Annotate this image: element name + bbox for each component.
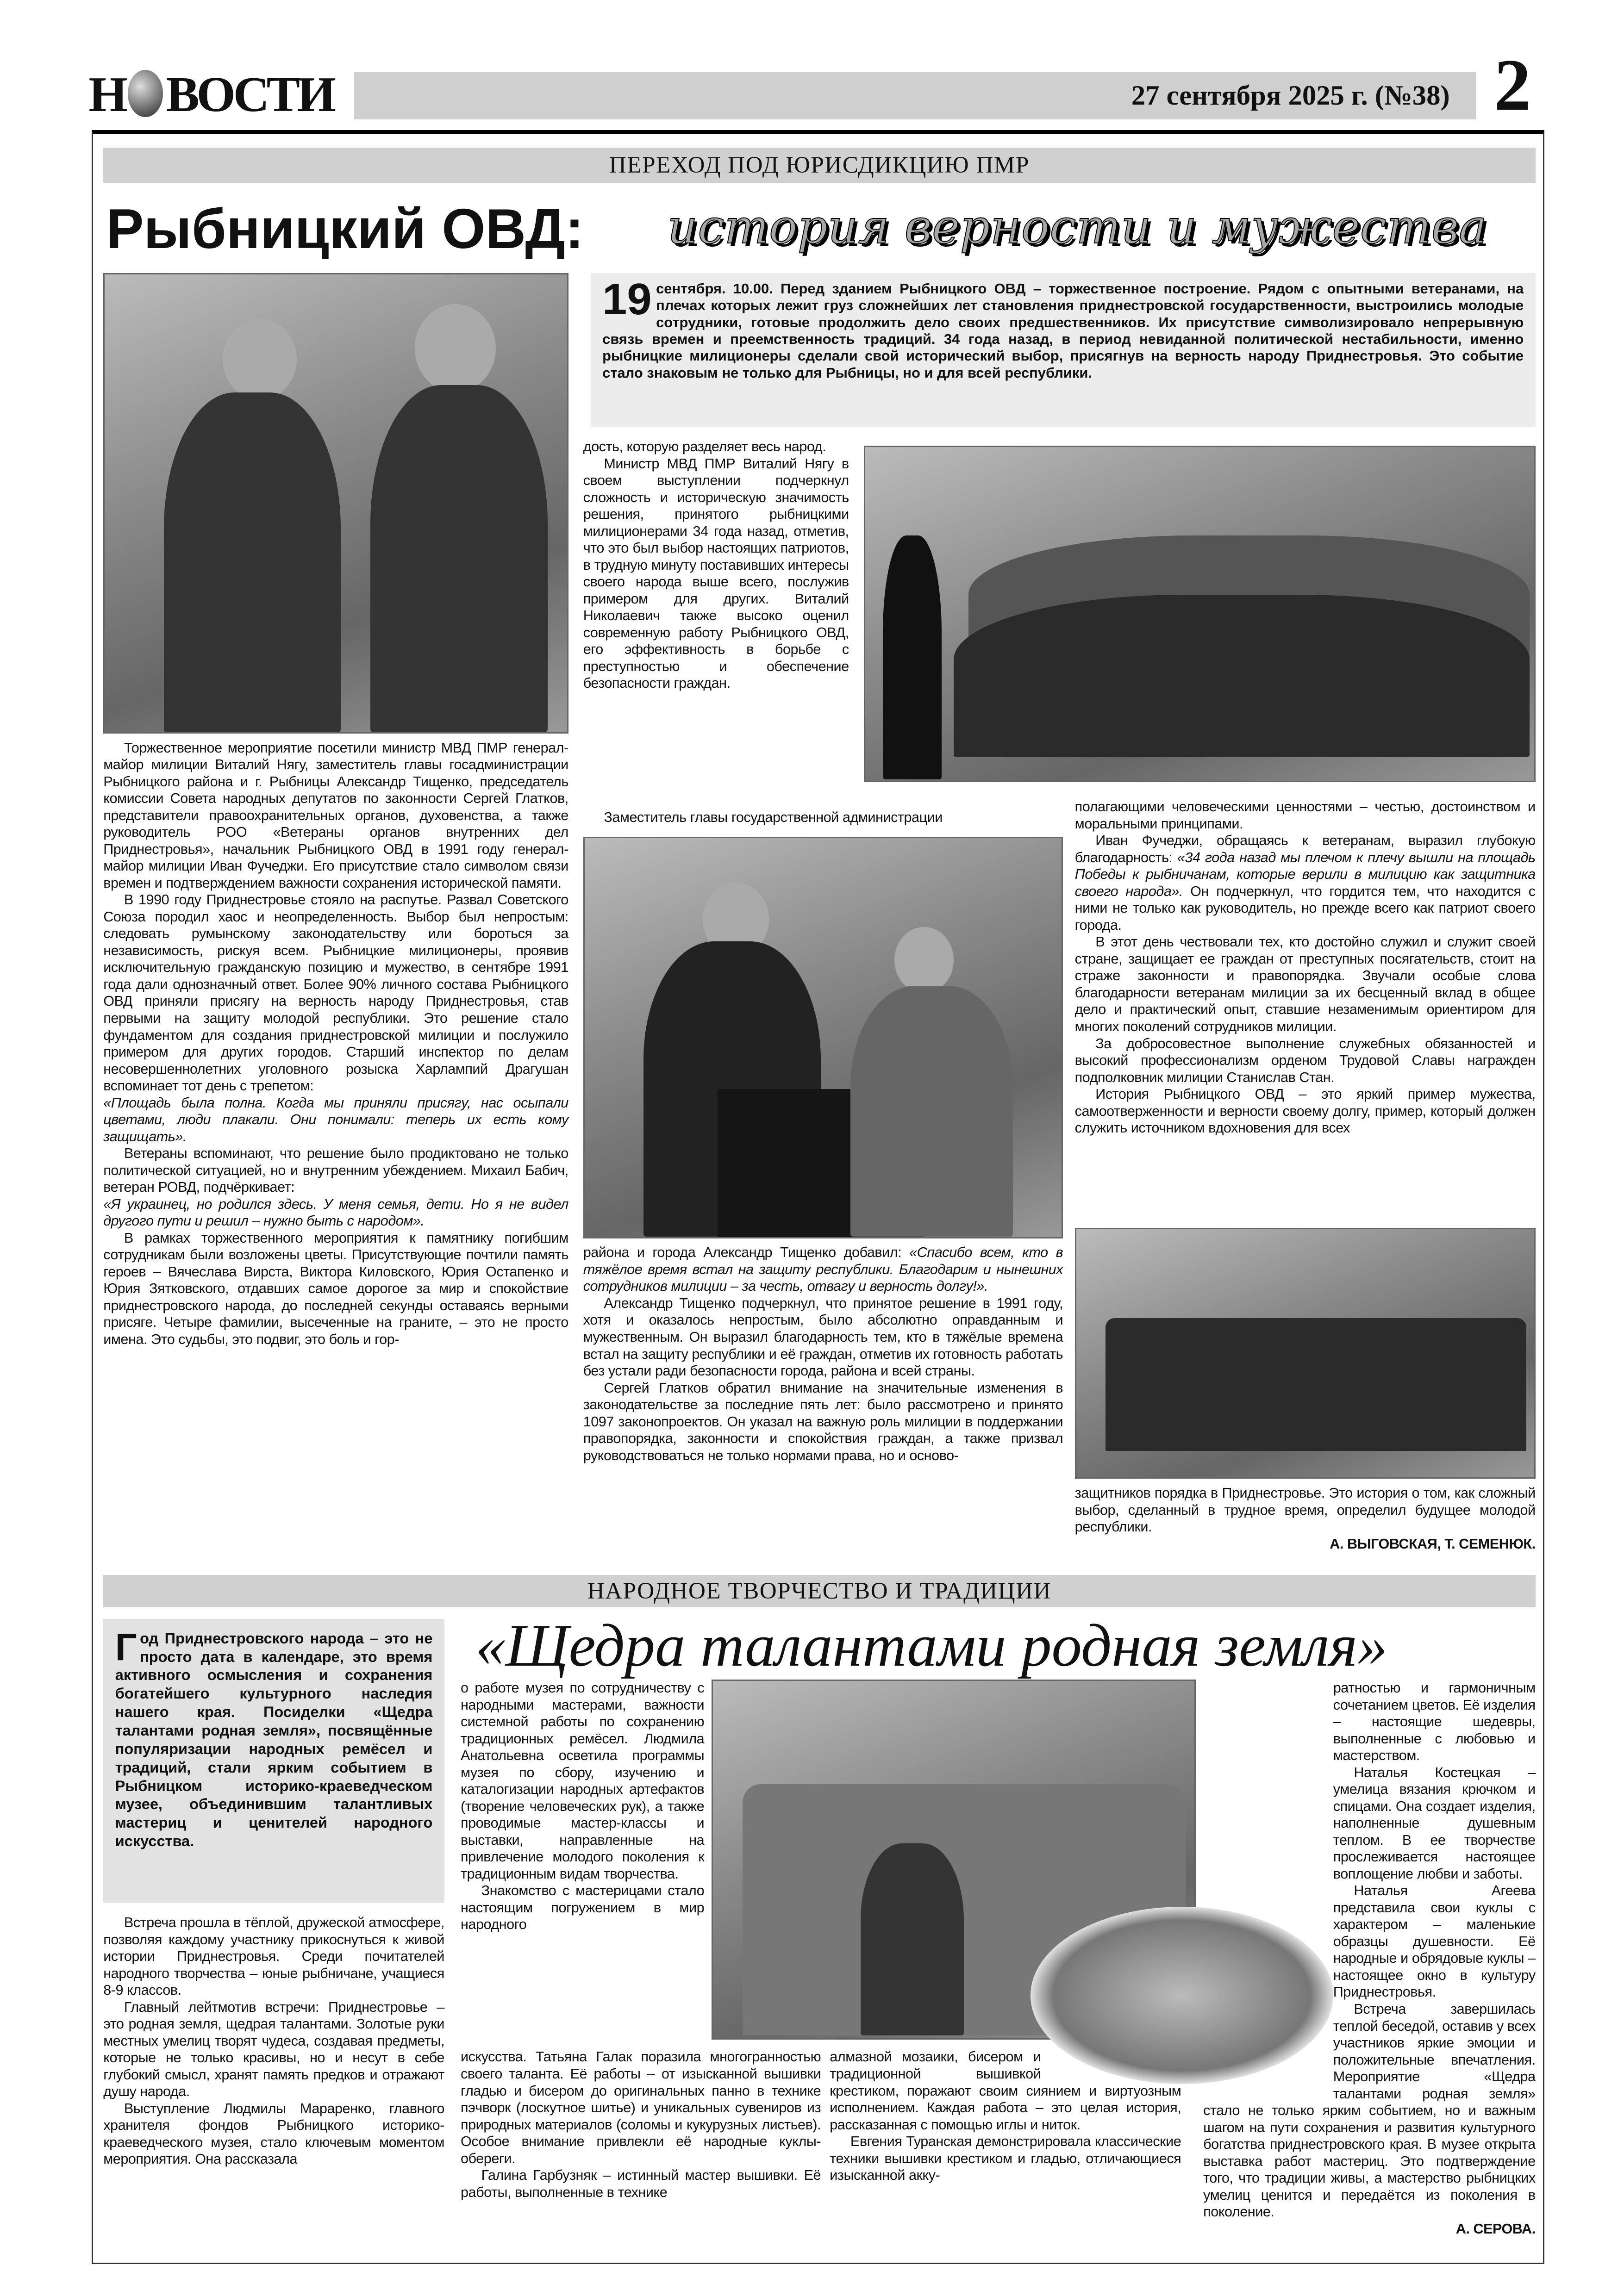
paragraph: Александр Тищенко подчеркнул, что принятое решение в 1991 году, хотя и оказалось непростым, было абсолютно оправданным и мужественным. Он выразил благодарность тем, кто в тяжёлые времена встал на защиту республики и её граждан, отметив их готовность работать без устали ради безопасности города, района и всей страны. [583,1295,1063,1379]
article2-col2-top [461,1680,704,1933]
quote: «Спасибо всем, кто в тяжёлое время встал на защиту республики. Благодарим и нынешних сотрудников милиции – за честь, отвагу и верность долгу!». [583,1244,1063,1294]
masthead-date-bar [354,72,1476,119]
article2-col1 [103,1914,444,2168]
article2-signature: А. СЕРОВА. [1455,2221,1536,2237]
paragraph: Наталья Агеева представила свои куклы с характером – маленькие образцы душевности. Её народные и обрядовые куклы – настоящее окно в культуру Приднестровья. [1333,1883,1536,2000]
lead-drop-cap: Г [115,1625,137,1668]
paragraph: ратностью и гармоничным сочетанием цветов. Её изделия – настоящие шедевры, выполненные с любовью и мастерством. [1333,1680,1536,1764]
photo-officers-handshake [103,273,568,734]
photo-veteran-speech [583,837,1063,1238]
lead-text: од Приднестровского народа – это не просто дата в календаре, это время активного осмысления и сохранения богатейшего культурного наследия нашего края. Посиделки «Щедра талантами родная земля», посвящённые популяризации народных ремёсел и традиций, стали ярким событием в Рыбницком историко-краеведческом музее, объединившим талантливых мастериц и ценителей народного искусства. [115,1630,433,1850]
paragraph: Сергей Глатков обратил внимание на значительные изменения в законодательстве за последние пять лет: было рассмотрено и принято 1097 законопроектов. Он указал на важную роль милиции в поддержании правопорядка, законности и спокойствия граждан, а также призвал руководствоваться не только нормами права, но и осново- [583,1380,1063,1463]
paragraph: Наталья Костецкая – умелица вязания крючком и спицами. Она создает изделия, наполненные душевным теплом. В ее творчестве прослеживается настоящее воплощение любви и заботы. [1333,1764,1536,1882]
article2-title: «Щедра талантами родная земля» [475,1612,1388,1680]
page-number: 2 [1494,44,1531,126]
masthead-logo: Н ВОСТИ [88,66,333,122]
paragraph: о работе музея по сотрудничеству с народными мастерами, важности системной работы по сохранению традиционных ремёсел. Людмила Анатольевна осветила программы музея по сбору, изучению и каталогизации народных артефактов (творение человеческих рук), а также проводимые мастер-классы и выставки, направленные на привлечение молодого поколения к традиционным видам творчества. [460,1680,705,1882]
quote: «Я украинец, но родился здесь. У меня семья, дети. Но я не видел другого пути и решил – нужно быть с народом». [103,1196,568,1229]
paragraph: полагающими человеческими ценностями – честью, достоинством и моральными принципами. [1074,799,1536,832]
article2-col2-bottom [461,2048,821,2201]
article2-col4 [1203,1680,1536,2237]
article2-lead [103,1619,444,1902]
article1-col3-top [1075,798,1536,1136]
paragraph: Торжественное мероприятие посетили министр МВД ПМР генерал-майор милиции Виталий Нягу, заместитель главы госадминистрации Рыбницкого района и г. Рыбницы Александр Тищенко, председатель комиссии Совета народных депутатов по законности Сергей Глатков, представители правоохранительных органов, духовенства, а также руководитель РОО «Ветераны органов внутренних дел Приднестровья», начальник Рыбницкого ОВД в 1991 году генерал-майор милиции Иван Фучеджи. Его присутствие стало символом связи времен и подтверждением важности сохранения исторической памяти. [103,740,568,891]
article1-col2-bottom [583,1244,1063,1464]
paragraph: История Рыбницкого ОВД – это яркий пример мужества, самоотверженности и верности своему долгу, пример, который должен служить источником вдохновения для всех [1074,1086,1536,1136]
paragraph: защитников порядка в Приднестровье. Это история о том, как сложный выбор, сделанный в трудное время, определил будущее молодой республики. [1074,1485,1536,1535]
globe-icon [128,70,163,117]
paragraph: Встреча прошла в тёплой, дружеской атмосфере, позволяя каждому участнику прикоснуться к живой истории Приднестровья. Среди почитателей народного творчества – юные рыбничане, учащиеся 8-9 классов. [103,1915,444,1998]
paragraph: Выступление Людмилы Мараренко, главного хранителя фондов Рыбницкого историко-краеведческого музея, стало ключевым моментом мероприятия. Она рассказала [103,2100,444,2167]
article1-lead [591,273,1536,427]
paragraph: В этот день чествовали тех, кто достойно служил и служит своей стране, защищает ее граждан от преступных посягательств, стоит на страже законности и правопорядка. Звучали особые слова благодарности ветеранам милиции за их бесценный вклад в общее дело и практический опыт, ставшие незаменимым ориентиром для многих поколений сотрудников милиции. [1074,934,1536,1034]
rubric-jurisdiction: ПЕРЕХОД ПОД ЮРИСДИКЦИЮ ПМР [103,148,1535,183]
photo-veterans-group [864,446,1536,782]
paragraph: района и города Александр Тищенко добавил: [583,1244,902,1261]
paragraph: Встреча завершилась теплой беседой, оставив у всех участников яркие эмоции и положительные впечатления. Мероприятие «Щедра талантами родная земля» стало не только ярким событием, но и важным шагом на пути сохранения и развития культурного богатства приднестровского края. В музее открыта выставка работ мастериц. Это подтверждение того, что традиции живы, а мастерство рыбницких умелиц ценится и передаётся из поколения в поколение. [1203,2001,1536,2220]
paragraph: Галина Гарбузняк – истинный мастер вышивки. Её работы, выполненные в технике [460,2167,821,2200]
paragraph: За добросовестное выполнение служебных обязанностей и высокий профессионализм орденом Трудовой Славы награжден подполковник милиции Станислав Стан. [1074,1035,1536,1085]
paragraph: алмазной мозаики, бисером и традиционной вышивкой крестиком, поражают своим сиянием и виртуозным исполнением. Каждая работа – это целая история, рассказанная с помощью иглы и ниток. [830,2049,1181,2133]
article1-signature: А. ВЫГОВСКАЯ, Т. СЕМЕНЮК. [1330,1536,1536,1552]
paragraph: В 1990 году Приднестровье стояло на распутье. Развал Советского Союза породил хаос и неопределенность. Выбор был непростым: следовать румынскому законодательству или бороться за независимость, рискуя всем. Рыбницкие милиционеры, проявив исключительную гражданскую позицию и мужество, в сентябре 1991 года дали однозначный ответ. Более 90% личного состава Рыбницкого ОВД приняли присягу на верность народу Приднестровья, став первыми на защиту молодой республики. Это решение стало фундаментом для создания приднестровской милиции и послужило примером для других городов. Старший инспектор по делам несовершеннолетних уголовного розыска Харлампий Драгушан вспоминает тот день с трепетом: [103,892,568,1094]
paragraph: Евгения Туранская демонстрировала классические техники вышивки крестиком и гладью, отличающиеся изысканной акку- [830,2134,1181,2184]
paragraph: Министр МВД ПМР Виталий Нягу в своем выступлении подчеркнул сложность и историческую значимость решения, принятого рыбницкими милиционерами 34 года назад, отметив, что это был выбор настоящих патриотов, в трудную минуту поставивших интересы своего народа выше всего, послужив примером для других. Виталий Николаевич также высоко оценил современную работу Рыбницкого ОВД, его эффективность в борьбе с преступностью и обеспечение безопасности граждан. [583,455,849,691]
article1-col2-mid [583,809,1063,826]
paragraph: Главный лейтмотив встречи: Приднестровье – это родная земля, щедрая талантами. Золотые руки местных умелиц творят чудеса, создавая предметы, которые не только красивы, но и несут в себе глубокий смысл, хранят память предков и отражают душу народа. [103,1999,444,2100]
rubric-folk-art: НАРОДНОЕ ТВОРЧЕСТВО И ТРАДИЦИИ [103,1575,1535,1607]
headline-script: история верности и мужества [667,199,1487,255]
article1-col2-top [583,438,849,692]
paragraph: В рамках торжественного мероприятия к памятнику погибшим сотрудникам были возложены цветы. Присутствующие почтили память героев – Вячеслава Вирста, Виктора Киловского, Юрия Остапенко и Юрия Зятковского, отдавших самое дорогое за мир и спокойствие приднестровского народа, до последней секунды оставаясь верными присяге. Четыре фамилии, высеченные на граните, – это не просто имена. Это судьбы, это подвиг, это боль и гор- [103,1230,568,1347]
lead-date-digit: 19 [602,274,652,324]
paragraph: искусства. Татьяна Галак поразила многогранностью своего таланта. Её работы – от изысканной вышивки гладью и бисером до оригинальных панно в технике пэчворк (лоскутное шитье) и уникальных сувениров из природных материалов (соломы и кукурузных листьев). Особое внимание привлекли её народные куклы-обереги. [460,2049,821,2166]
paragraph: дость, которую разделяет весь народ. [583,439,826,455]
article1-col1 [103,740,568,1348]
issue-date: 27 сентября 2025 г. (№38) [1131,80,1450,112]
paragraph: Ветераны вспоминают, что решение было продиктовано не только политической ситуацией, но и внутренним убеждением. Михаил Бабич, ветеран РОВД, подчёркивает: [103,1145,568,1195]
lead-text: сентября. 10.00. Перед зданием Рыбницкого ОВД – торжественное построение. Рядом с опытными ветеранами, на плечах которых лежит груз сложнейших лет становления приднестровской государственности, выстроились молодые сотрудники, готовые продолжить дело своих предшественников. Их присутствие символизировало непрерывную связь времен и преемственность традиций. 34 года назад, в период невиданной политической нестабильности, именно рыбницкие милиционеры сделали свой исторический выбор, присягнув на верность народу Приднестровья. Это событие стало знаковым не только для Рыбницы, но и для всей республики. [602,280,1524,381]
quote: «34 года назад мы плечом к плечу вышли на площадь Победы к рыбничанам, которые верили в милицию как защитника своего народа». [1074,849,1536,899]
paragraph: Он подчеркнул, что гордится тем, что находится с ними не только как руководитель, но прежде всего как патриот своего города. [1074,883,1536,933]
paragraph: Знакомство с мастерицами стало настоящим погружением в мир народного [460,1883,705,1933]
photo-police-lineup [1075,1228,1536,1479]
paragraph: Иван Фучеджи, обращаясь к ветеранам, выразил глубокую благодарность: [1074,833,1536,865]
article1-col3-bottom [1075,1485,1536,1552]
paragraph: Заместитель главы государственной администрации [604,809,943,825]
quote: «Площадь была полна. Когда мы приняли присягу, нас осыпали цветами, люди плакали. Они понимали: теперь их есть кому защищать». [103,1095,568,1145]
headline-main: Рыбницкий ОВД: [106,197,584,260]
